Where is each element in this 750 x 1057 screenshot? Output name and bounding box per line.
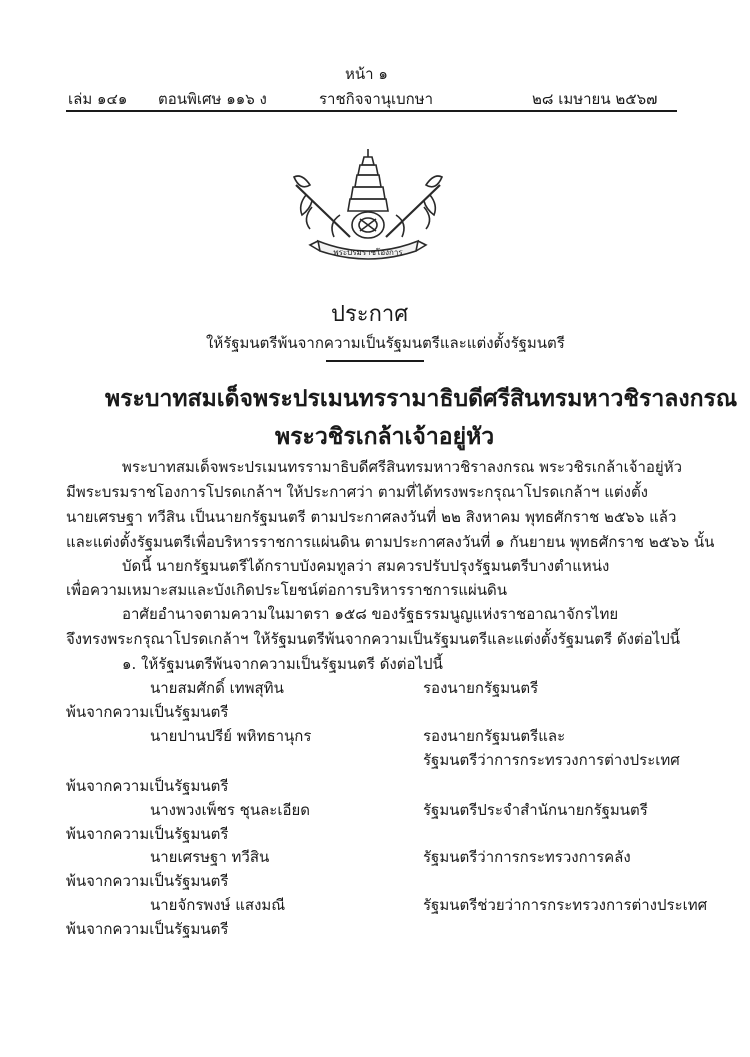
body-line: จึงทรงพระกรุณาโปรดเกล้าฯ ให้รัฐมนตรีพ้นจากความเป็นรัฐมนตรีและแต่งตั้งรัฐมนตรี ดังต่อไปนี้ (66, 630, 681, 648)
emblem-banner-text: พระบรมราชโองการ (333, 248, 403, 257)
minister-name: นายจักรพงษ์ แสงมณี (150, 896, 286, 914)
royal-emblem-icon (288, 145, 448, 260)
gazette-name: ราชกิจจานุเบกษา (319, 90, 434, 108)
body-line: พระบาทสมเด็จพระปรเมนทรรามาธิบดีศรีสินทรมหาวชิราลงกรณ พระวชิรเกล้าเจ้าอยู่หัว (122, 458, 683, 476)
minister-name: นางพวงเพ็ชร ชุนละเอียด (150, 801, 311, 819)
minister-position: รัฐมนตรีว่าการกระทรวงการต่างประเทศ (423, 751, 680, 769)
minister-removal: พ้นจากความเป็นรัฐมนตรี (66, 872, 229, 890)
announcement-title: ประกาศ (331, 302, 409, 327)
volume-number: เล่ม ๑๔๑ (68, 90, 128, 108)
body-line: เพื่อความเหมาะสมและบังเกิดประโยชน์ต่อการบริหารราชการแผ่นดิน (66, 581, 508, 599)
body-line: นายเศรษฐา ทวีสิน เป็นนายกรัฐมนตรี ตามประกาศลงวันที่ ๒๒ สิงหาคม พุทธศักราช ๒๕๖๖ แล้ว (66, 508, 677, 526)
minister-position: รองนายกรัฐมนตรี (423, 679, 539, 697)
minister-name: นายปานปรีย์ พหิทธานุกร (150, 727, 312, 745)
minister-name: นายสมศักดิ์ เทพสุทิน (150, 679, 284, 697)
king-name-line1: พระบาทสมเด็จพระปรเมนทรรามาธิบดีศรีสินทรมหาวชิราลงกรณ (105, 385, 738, 412)
minister-position: รัฐมนตรีช่วยว่าการกระทรวงการต่างประเทศ (423, 896, 708, 914)
minister-removal: พ้นจากความเป็นรัฐมนตรี (66, 703, 229, 721)
body-line: อาศัยอำนาจตามความในมาตรา ๑๕๘ ของรัฐธรรมนูญแห่งราชอาณาจักรไทย (122, 605, 619, 623)
minister-removal: พ้นจากความเป็นรัฐมนตรี (66, 825, 229, 843)
publication-date: ๒๘ เมษายน ๒๕๖๗ (532, 90, 658, 108)
page-number: หน้า ๑ (345, 65, 388, 83)
minister-position: รองนายกรัฐมนตรีและ (423, 727, 566, 745)
minister-position: รัฐมนตรีประจำสำนักนายกรัฐมนตรี (423, 801, 648, 819)
announcement-subtitle: ให้รัฐมนตรีพ้นจากความเป็นรัฐมนตรีและแต่งตั้งรัฐมนตรี (206, 334, 565, 352)
king-name-line2: พระวชิรเกล้าเจ้าอยู่หัว (275, 423, 495, 450)
issue-number: ตอนพิเศษ ๑๑๖ ง (158, 90, 267, 108)
section-heading: ๑. ให้รัฐมนตรีพ้นจากความเป็นรัฐมนตรี ดังต่อไปนี้ (122, 655, 443, 673)
minister-position: รัฐมนตรีว่าการกระทรวงการคลัง (423, 848, 631, 866)
header-rule (66, 110, 677, 112)
title-divider (326, 360, 424, 362)
body-line: มีพระบรมราชโองการโปรดเกล้าฯ ให้ประกาศว่า ตามที่ได้ทรงพระกรุณาโปรดเกล้าฯ แต่งตั้ง (66, 483, 649, 501)
body-line: และแต่งตั้งรัฐมนตรีเพื่อบริหารราชการแผ่นดิน ตามประกาศลงวันที่ ๑ กันยายน พุทธศักราช ๒๕๖๖ นั้น (66, 533, 715, 551)
minister-name: นายเศรษฐา ทวีสิน (150, 848, 270, 866)
minister-removal: พ้นจากความเป็นรัฐมนตรี (66, 777, 229, 795)
minister-removal: พ้นจากความเป็นรัฐมนตรี (66, 920, 229, 938)
body-line: บัดนี้ นายกรัฐมนตรีได้กราบบังคมทูลว่า สมควรปรับปรุงรัฐมนตรีบางตำแหน่ง (122, 557, 610, 575)
